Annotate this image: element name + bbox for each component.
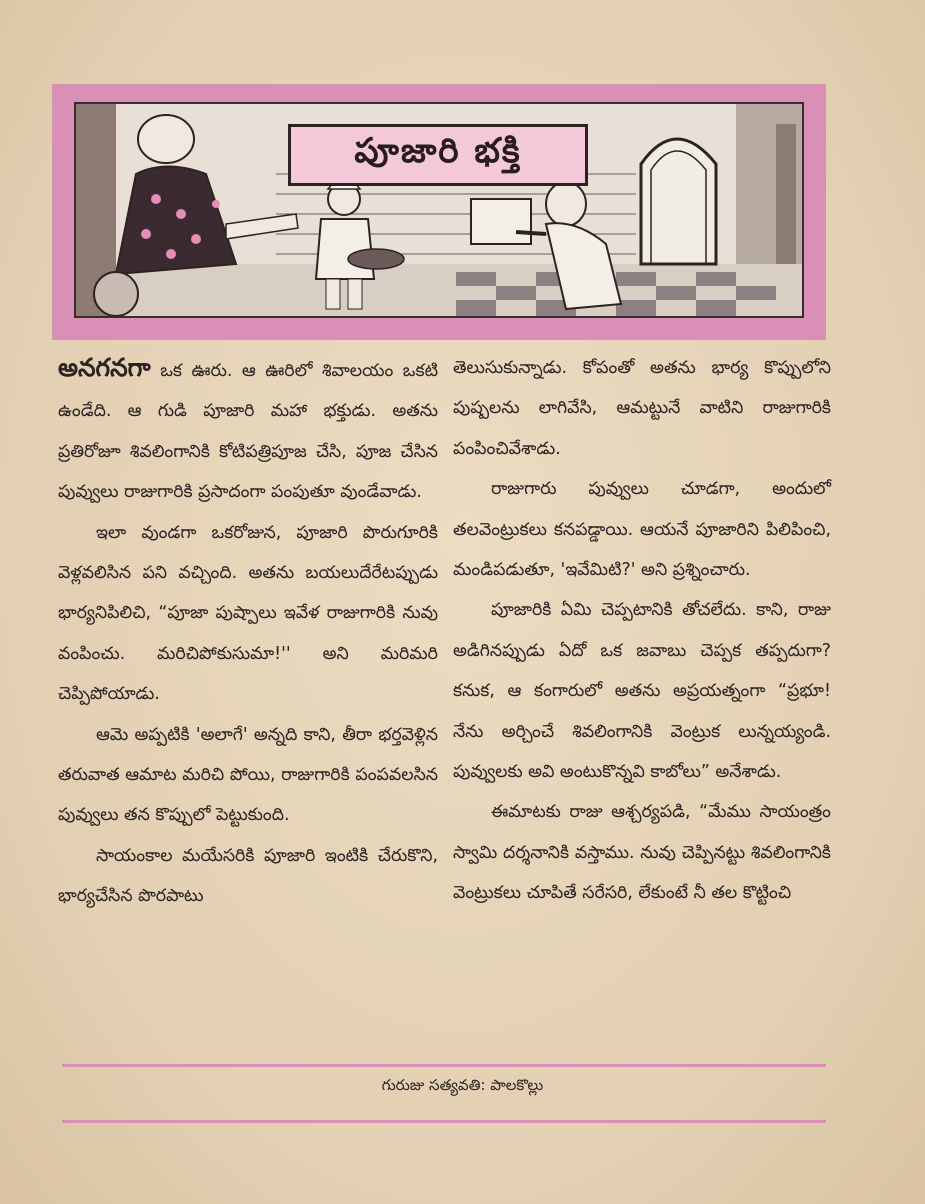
paragraph-2: ఇలా వుండగా ఒకరోజున, పూజారి పొరుగూరికి వెళ్లవలిసిన పని వచ్చింది. అతను బయలుదేరేటప్పుడు భార్యనిపిలిచి, “పూజా పుష్పాలు ఇవేళ రాజుగారికి నువు వంపించు. మరిచిపోకుసుమా!'' అని మరిమరి చెప్పిపోయాడు. <box>58 522 438 705</box>
paragraph-4: సాయంకాల మయేసరికి పూజారి ఇంటికి చేరుకొని, భార్యచేసిన పొరపాటు <box>58 845 438 907</box>
title-banner <box>52 84 826 340</box>
opening-word: అనగనగా <box>58 353 151 382</box>
paragraph-3: ఆమె అప్పటికి 'అలాగే' అన్నది కాని, తీరా భర్తవెళ్లిన తరువాత ఆమాట మరిచి పోయి, రాజుగారికి పంపవలసిన పువ్వులు తన కొప్పులో పెట్టుకుంది. <box>58 724 438 826</box>
paragraph-7: పూజారికి ఏమి చెప్పటానికి తోచలేదు. కాని, రాజు అడిగినప్పుడు ఏదో ఒక జవాబు చెప్పక తప్పదుగా? కనుక, ఆ కంగారులో అతను అప్రయత్నంగా “ప్రభూ! నేను అర్చించే శివలింగానికి వెంట్రుక లున్నయ్యండి. పువ్వులకు అవి అంటుకొన్నవి కాబోలు” అనేశాడు. <box>453 600 831 783</box>
paragraph-8: ఈమాటకు రాజు ఆశ్చర్యపడి, “మేము సాయంత్రం స్వామి దర్శనానికి వస్తాము. నువు చెప్పినట్టు శివలింగానికి వెంట్రుకలు చూపితే సరేసరి, లేకుంటే నీ తల కొట్టించి <box>453 802 831 904</box>
divider-bottom <box>62 1120 826 1123</box>
author-credit: గురుజు సత్యవతి: పాలకొల్లు <box>381 1076 544 1094</box>
shrine-box <box>471 199 531 244</box>
divider-top <box>62 1064 826 1067</box>
left-column <box>58 348 438 917</box>
story-title: పూజారి భక్తి <box>288 124 588 186</box>
right-column <box>453 348 831 914</box>
paragraph-1-text: ఒక ఊరు. ఆ ఊరిలో శివాలయం ఒకటి ఉండేది. ఆ గుడి పూజారి మహా భక్తుడు. అతను ప్రతిరోజూ శివలింగానికి కోటిపత్రిపూజ చేసి, పూజ చేసిన పువ్వులు రాజుగారికి ప్రసాదంగా పంపుతూ వుండేవాడు. <box>58 361 438 503</box>
arch-doorway <box>641 104 802 264</box>
paragraph-5: తెలుసుకున్నాడు. కోపంతో అతను భార్య కొప్పులోని పుష్పలను లాగివేసి, ఆమట్టునే వాటిని రాజుగారికి పంపించివేశాడు. <box>453 358 831 459</box>
checkered-floor <box>76 264 802 316</box>
paragraph-6: రాజుగారు పువ్వులు చూడగా, అందులో తలవెంట్రుకలు కనపడ్డాయి. ఆయనే పూజారిని పిలిపించి, మండిపడుతూ, 'ఇవేమిటి?' అని ప్రశ్నించారు. <box>453 479 831 581</box>
story-illustration <box>74 102 804 318</box>
paragraph-1 <box>58 348 438 513</box>
